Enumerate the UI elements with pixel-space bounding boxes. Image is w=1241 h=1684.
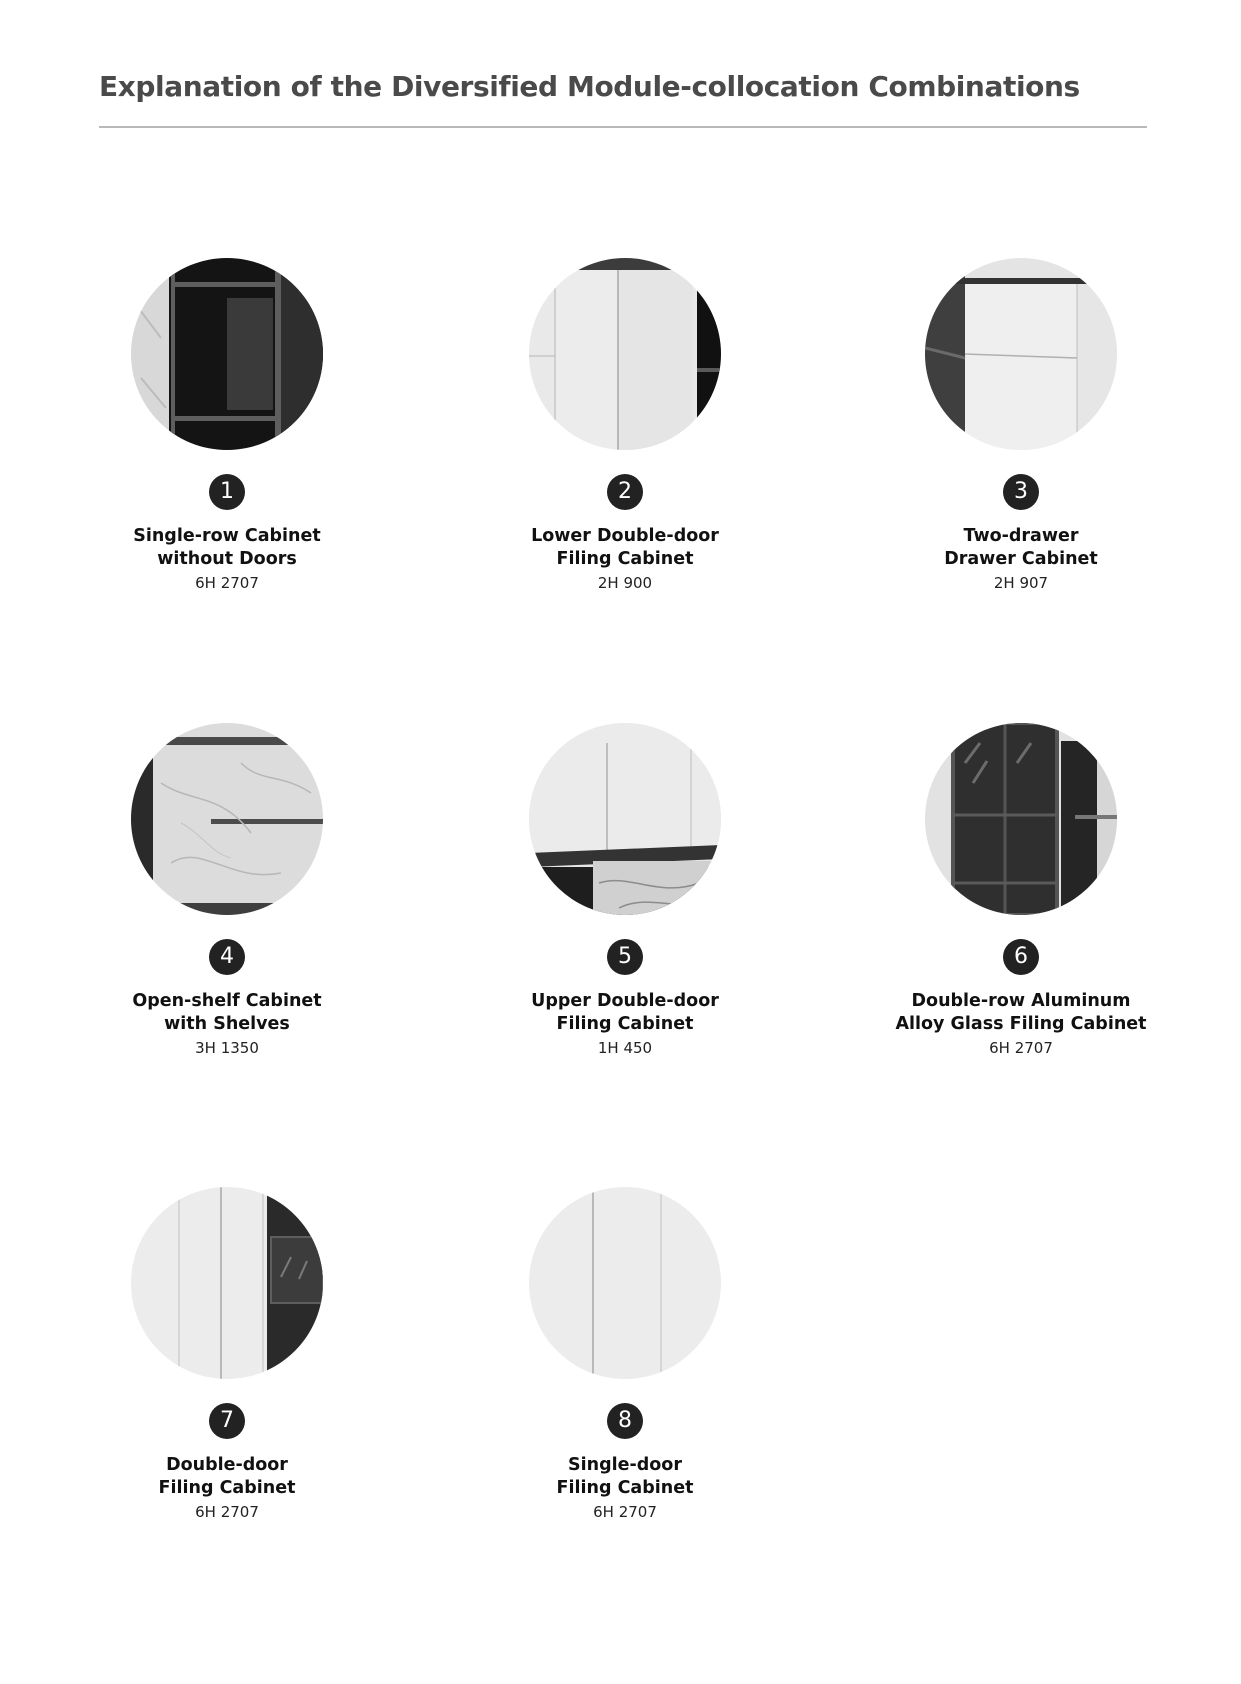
module-image-open-frame-cabinet <box>131 258 323 450</box>
module-card-6 <box>871 723 1171 1059</box>
module-number-badge: 3 <box>1003 474 1039 510</box>
module-code: 1H 450 <box>597 1039 653 1057</box>
module-image-dark-glass-cabinet <box>925 723 1117 915</box>
module-name: Double-row Aluminum Alloy Glass Filing Cabinet <box>895 991 1147 1034</box>
module-image-marble-open-shelf <box>131 723 323 915</box>
module-card-8 <box>475 1187 775 1523</box>
module-image-white-two-drawer <box>925 258 1117 450</box>
module-code: 6H 2707 <box>195 1503 259 1521</box>
module-number-badge: 5 <box>607 939 643 975</box>
module-card-3 <box>871 258 1171 594</box>
module-image-white-single-door <box>529 1187 721 1379</box>
module-name: Single-row Cabinet without Doors <box>133 526 321 569</box>
module-name: Double-door Filing Cabinet <box>158 1455 296 1498</box>
module-card-7 <box>77 1187 377 1523</box>
module-name: Lower Double-door Filing Cabinet <box>531 526 719 569</box>
module-code: 2H 900 <box>597 574 653 592</box>
module-number-badge: 6 <box>1003 939 1039 975</box>
module-code: 3H 1350 <box>195 1039 259 1057</box>
module-code: 6H 2707 <box>195 574 259 592</box>
module-card-1 <box>77 258 377 594</box>
module-name: Single-door Filing Cabinet <box>556 1455 694 1498</box>
module-image-white-double-door-tall <box>131 1187 323 1379</box>
title-divider <box>99 126 1147 128</box>
module-number-badge: 4 <box>209 939 245 975</box>
module-number-badge: 7 <box>209 1403 245 1439</box>
module-number-badge: 2 <box>607 474 643 510</box>
module-card-5 <box>475 723 775 1059</box>
page-title: Explanation of the Diversified Module-collocation Combinations <box>99 70 1080 103</box>
module-code: 6H 2707 <box>989 1039 1053 1057</box>
module-image-white-double-door <box>529 258 721 450</box>
module-number-badge: 8 <box>607 1403 643 1439</box>
module-card-2 <box>475 258 775 594</box>
module-image-white-upper-double-door <box>529 723 721 915</box>
module-code: 6H 2707 <box>593 1503 657 1521</box>
module-number-badge: 1 <box>209 474 245 510</box>
module-name: Upper Double-door Filing Cabinet <box>531 991 719 1034</box>
module-name: Open-shelf Cabinet with Shelves <box>132 991 322 1034</box>
module-name: Two-drawer Drawer Cabinet <box>944 526 1098 569</box>
module-code: 2H 907 <box>993 574 1049 592</box>
module-card-4 <box>77 723 377 1059</box>
